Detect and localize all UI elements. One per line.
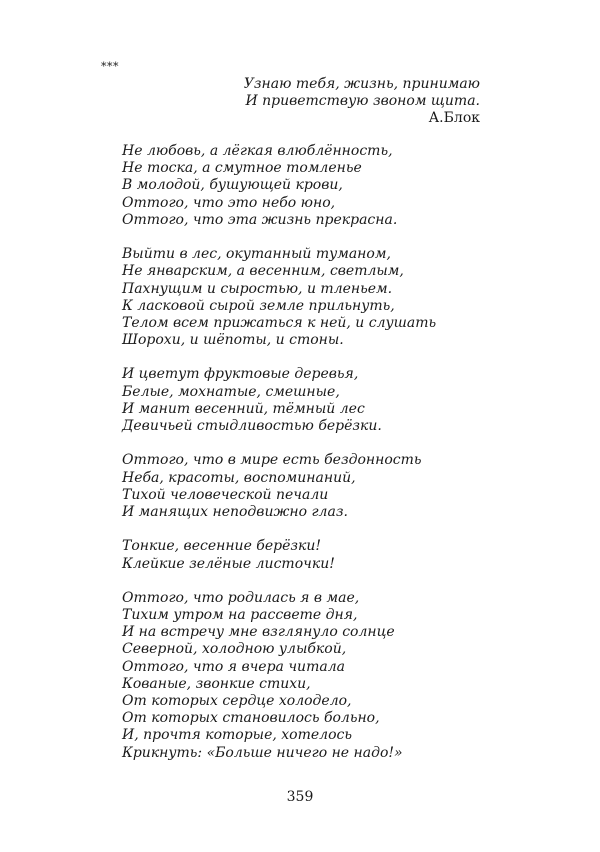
stanza <box>122 538 502 572</box>
epigraph-author: А.Блок <box>428 110 480 127</box>
poem-line: Кованые, звонкие стихи, <box>122 675 311 692</box>
poem-line: Северной, холодною улыбкой, <box>122 641 347 658</box>
page-number: 359 <box>286 789 314 805</box>
epigraph <box>244 76 480 128</box>
stanza <box>122 246 502 349</box>
poem-line: Пахнущим и сыростью, и тленьем. <box>122 280 393 297</box>
poem-line: Оттого, что родилась я в мае, <box>122 589 360 606</box>
poem-line: Девичьей стыдливостью берёзки. <box>122 418 382 434</box>
poem-line: Неба, красоты, воспоминаний, <box>122 469 356 486</box>
poem-line: Телом всем прижаться к ней, и слушать <box>122 314 437 331</box>
poem-line: Оттого, что эта жизнь прекрасна. <box>122 211 398 228</box>
stanza <box>122 366 502 435</box>
poem-line: И манит весенний, тёмный лес <box>122 400 365 417</box>
poem-line: Оттого, что в мире есть бездонность <box>122 452 422 469</box>
stanza <box>122 590 502 762</box>
poem-line: И манящих неподвижно глаз. <box>122 503 348 520</box>
poem-line: Тонкие, весенние берёзки! <box>122 538 322 555</box>
stanza <box>122 143 502 229</box>
poem-line: И, прочтя которые, хотелось <box>122 727 352 744</box>
poem-line: Тихой человеческой печали <box>122 486 329 503</box>
poem-line: Тихим утром на рассвете дня, <box>122 607 358 624</box>
poem-line: В молодой, бушующей крови, <box>122 177 343 194</box>
poem-line: Не январским, а весенним, светлым, <box>122 263 404 280</box>
stanza <box>122 452 502 521</box>
section-separator: *** <box>101 60 119 73</box>
epigraph-line: Узнаю тебя, жизнь, принимаю <box>243 76 480 92</box>
poem-line: И на встречу мне взглянуло солнце <box>122 624 395 641</box>
poem-line: Белые, мохнатые, смешные, <box>122 383 340 400</box>
poem-line: Оттого, что это небо юно, <box>122 194 336 211</box>
poem-line: Не тоска, а смутное томленье <box>122 160 362 177</box>
poem-line: Шорохи, и шёпоты, и стоны. <box>122 332 344 349</box>
poem-line: Оттого, что я вчера читала <box>122 658 345 675</box>
poem-line: От которых становилось больно, <box>122 710 380 727</box>
poem-line: Не любовь, а лёгкая влюблённость, <box>122 143 393 159</box>
epigraph-line: И приветствую звоном щита. <box>245 93 480 110</box>
poem-line: Крикнуть: «Больше ничего не надо!» <box>122 744 403 761</box>
poem-line: И цветут фруктовые деревья, <box>122 366 359 383</box>
poem-line: Выйти в лес, окутанный туманом, <box>122 246 391 263</box>
poem-body <box>122 143 502 762</box>
poem-line: К ласковой сырой земле прильнуть, <box>122 297 395 314</box>
poem-line: От которых сердце холодело, <box>122 693 352 709</box>
poem-line: Клейкие зелёные листочки! <box>122 555 335 572</box>
